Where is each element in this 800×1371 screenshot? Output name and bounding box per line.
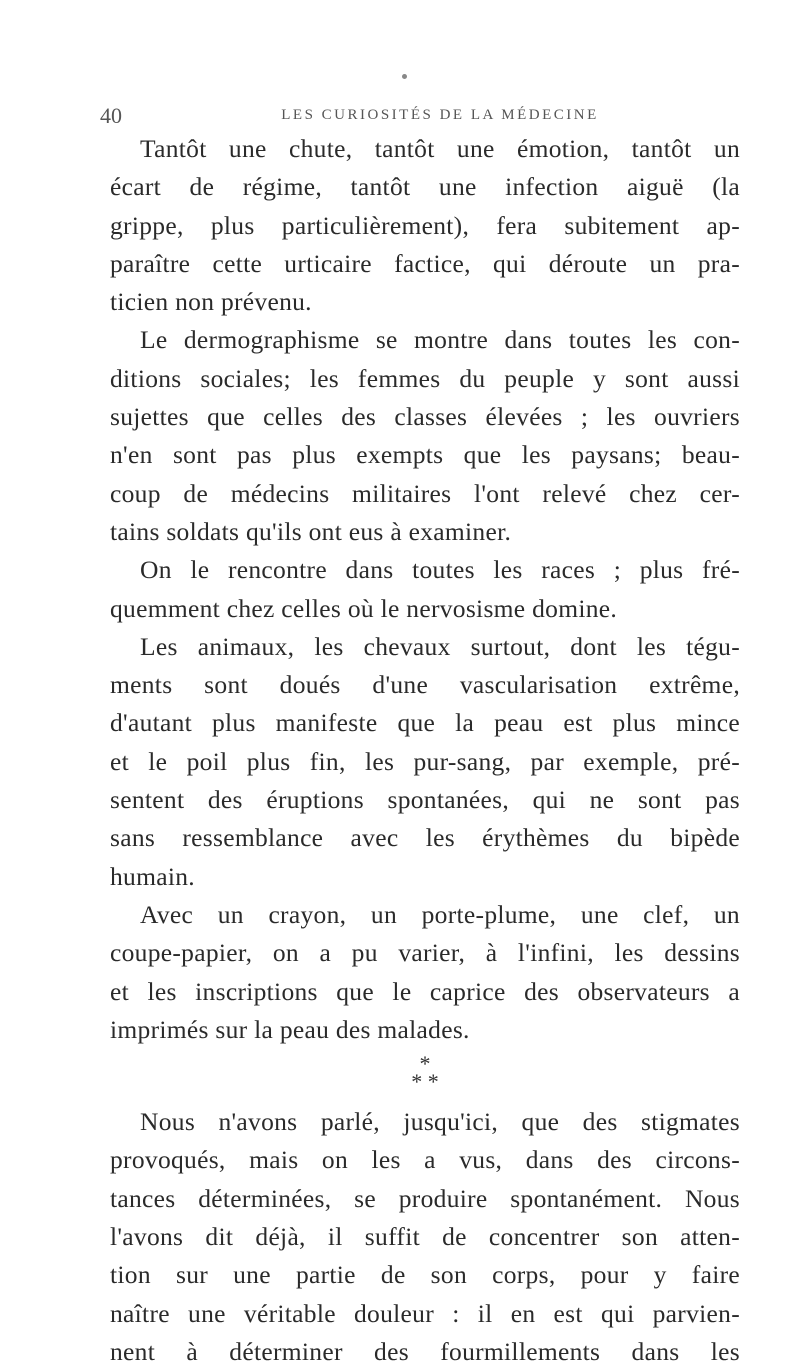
text-line: d'autant plus manifeste que la peau est plus mince — [110, 708, 740, 738]
text-line: grippe, plus particulièrement), fera subitement ap- — [110, 210, 740, 240]
text-line: paraître cette urticaire factice, qui déroute un pra- — [110, 248, 740, 278]
text-line: tion sur une partie de son corps, pour y faire — [110, 1260, 740, 1290]
text-line: coup de médecins militaires l'ont relevé chez cer- — [110, 478, 740, 508]
text-line: sentent des éruptions spontanées, qui ne sont pas — [110, 785, 740, 815]
text-line: ditions sociales; les femmes du peuple y sont aussi — [110, 363, 740, 393]
text-line: Les animaux, les chevaux surtout, dont les tégu- — [140, 631, 740, 661]
asterism-top: * — [419, 1051, 431, 1077]
text-line: sans ressemblance avec les érythèmes du bipède — [110, 823, 740, 853]
text-line: humain. — [110, 861, 195, 891]
text-line: Le dermographisme se montre dans toutes les con- — [140, 325, 740, 355]
text-block-2 — [110, 1103, 740, 1371]
text-line: Tantôt une chute, tantôt une émotion, tantôt un — [140, 134, 740, 163]
text-line: quemment chez celles où le nervosisme domine. — [110, 593, 618, 623]
text-line: nent à déterminer des fourmillements dans les — [110, 1336, 740, 1366]
text-line: n'en sont pas plus exempts que les paysans; beau- — [110, 440, 740, 470]
text-block-1 — [110, 130, 740, 1049]
body-text — [110, 130, 740, 1371]
running-title: LES CURIOSITÉS DE LA MÉDECINE — [281, 107, 599, 123]
text-line: écart de régime, tantôt une infection aiguë (la — [110, 172, 740, 202]
text-line: provoqués, mais on les a vus, dans des circons- — [110, 1145, 740, 1175]
text-line: imprimés sur la peau des malades. — [110, 1014, 470, 1044]
text-line: naître une véritable douleur : il en est qui parvien- — [110, 1298, 740, 1328]
text-line: tains soldats qu'ils ont eus à examiner. — [110, 516, 512, 546]
asterism-bottom: * * — [411, 1069, 439, 1095]
text-line: ments sont doués d'une vascularisation extrême, — [110, 670, 740, 700]
text-line: sujettes que celles des classes élevées ; les ouvriers — [110, 402, 740, 432]
page-header — [100, 103, 740, 129]
asterism — [110, 1051, 740, 1095]
page-number: 40 — [100, 103, 122, 128]
text-line: et le poil plus fin, les pur-sang, par exemple, pré- — [110, 746, 740, 776]
text-line: Nous n'avons parlé, jusqu'ici, que des stigmates — [140, 1107, 740, 1137]
text-line: coupe-papier, on a pu varier, à l'infini, les dessins — [110, 938, 740, 968]
print-speck — [402, 74, 407, 79]
text-line: l'avons dit déjà, il suffit de concentrer son atten- — [110, 1222, 740, 1252]
text-line: ticien non prévenu. — [110, 287, 312, 317]
text-line: On le rencontre dans toutes les races ; plus fré- — [140, 555, 740, 585]
text-line: Avec un crayon, un porte-plume, une clef, un — [140, 899, 740, 929]
text-line: tances déterminées, se produire spontanément. Nous — [110, 1183, 740, 1213]
text-line: et les inscriptions que le caprice des observateurs a — [110, 976, 740, 1006]
